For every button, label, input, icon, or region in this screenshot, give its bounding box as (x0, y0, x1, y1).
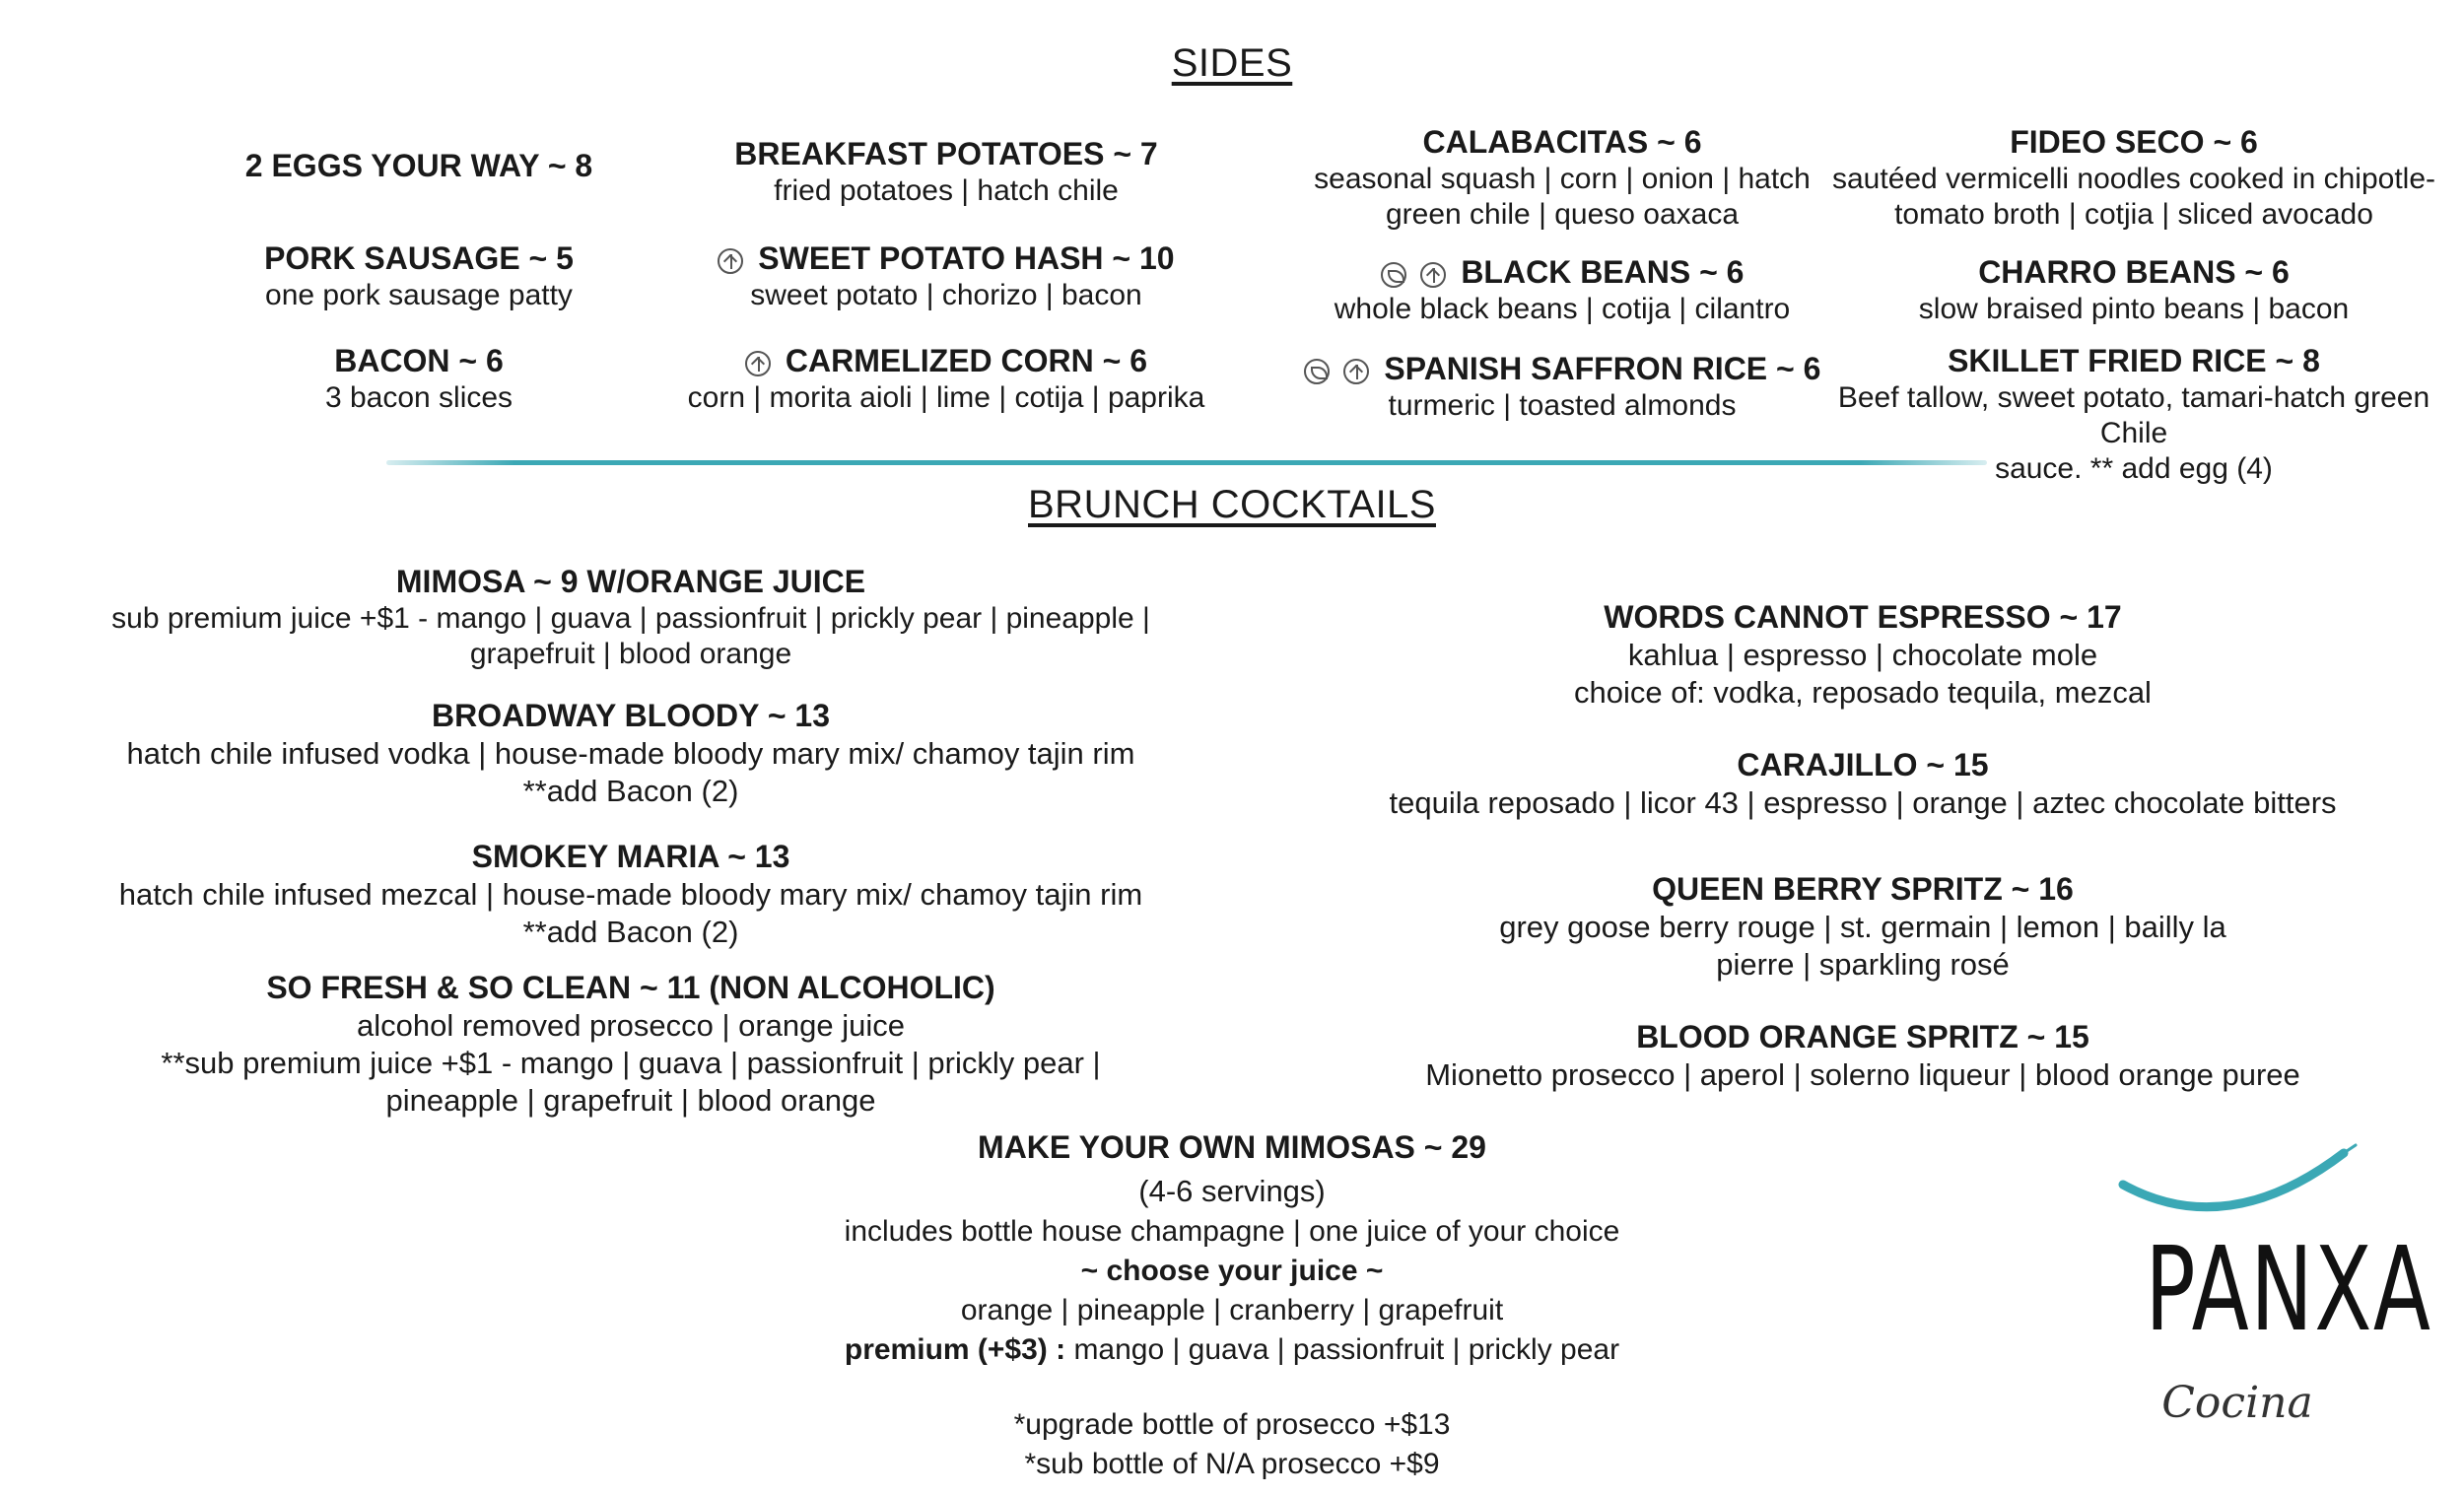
cocktail-desc: grey goose berry rouge | st. germain | lemon | bailly la (1499, 910, 2226, 944)
side-item-desc: fried potatoes | hatch chile (774, 174, 1119, 207)
cocktail-queen-berry-spritz (1321, 869, 2405, 984)
cocktail-desc: pineapple | grapefruit | blood orange (385, 1083, 876, 1118)
side-item-title: CARMELIZED CORN ~ 6 (785, 343, 1148, 378)
vegan-icon (1381, 262, 1406, 288)
side-item-black-beans (1291, 252, 1833, 327)
wheat-free-icon (745, 351, 771, 376)
logo-subtitle: Cocina (2161, 1378, 2313, 1428)
side-item-desc: seasonal squash | corn | onion | hatch (1314, 163, 1811, 195)
cocktail-smokey-maria (79, 837, 1183, 951)
side-item-fideo-seco (1814, 122, 2454, 233)
juice-options: orange | pineapple | cranberry | grapefruit (960, 1294, 1504, 1326)
side-item-pork-sausage (202, 238, 636, 313)
sides-heading: SIDES (1171, 41, 1293, 85)
side-item-desc: one pork sausage patty (265, 279, 573, 311)
cocktail-desc: choice of: vodka, reposado tequila, mezcal (1574, 675, 2152, 710)
side-item-breakfast-potatoes (680, 134, 1212, 209)
cocktail-desc: sub premium juice +$1 - mango | guava | passionfruit | prickly pear | pineapple | (111, 602, 1150, 635)
cocktail-desc: kahlua | espresso | chocolate mole (1627, 638, 2098, 672)
choose-juice-label: ~ choose your juice ~ (1080, 1255, 1384, 1287)
cocktail-title: BROADWAY BLOODY ~ 13 (432, 698, 830, 733)
cocktail-so-fresh-so-clean (79, 968, 1183, 1120)
side-item-desc: 3 bacon slices (324, 381, 513, 414)
side-item-title: BREAKFAST POTATOES ~ 7 (734, 136, 1158, 171)
side-item-desc: Beef tallow, sweet potato, tamari-hatch green Chile (1837, 381, 2430, 449)
cocktail-words-cannot-espresso (1321, 597, 2405, 712)
cocktail-desc: **add Bacon (2) (522, 915, 739, 949)
side-item-sweet-potato-hash (680, 238, 1212, 313)
cocktail-blood-orange-spritz (1321, 1017, 2405, 1094)
cocktail-carajillo (1321, 745, 2405, 822)
section-divider (386, 460, 1987, 465)
side-item-desc: turmeric | toasted almonds (1388, 389, 1737, 422)
side-item-title: SPANISH SAFFRON RICE ~ 6 (1384, 351, 1821, 386)
wheat-free-icon (1420, 262, 1446, 288)
side-item-charro-beans (1814, 252, 2454, 327)
wheat-free-icon (1343, 359, 1369, 384)
side-item-desc: sautéed vermicelli noodles cooked in chipotle- (1831, 163, 2435, 195)
cocktail-desc: hatch chile infused mezcal | house-made bloody mary mix/ chamoy tajin rim (118, 877, 1143, 912)
cocktail-mimosa (79, 562, 1183, 672)
side-item-title: 2 EGGS YOUR WAY ~ 8 (244, 148, 593, 183)
cocktail-title: WORDS CANNOT ESPRESSO ~ 17 (1604, 599, 2122, 635)
cocktail-desc: Mionetto prosecco | aperol | solerno liqueur | blood orange puree (1425, 1057, 2300, 1092)
cocktail-title: MIMOSA ~ 9 W/ORANGE JUICE (395, 564, 866, 599)
side-item-title: SWEET POTATO HASH ~ 10 (758, 240, 1175, 276)
cocktail-desc: grapefruit | blood orange (469, 638, 792, 670)
cocktail-desc: **sub premium juice +$1 - mango | guava | passionfruit | prickly pear | (161, 1046, 1101, 1080)
cocktail-title: QUEEN BERRY SPRITZ ~ 16 (1652, 871, 2074, 907)
side-item-bacon (202, 341, 636, 416)
servings-text: (4-6 servings) (1138, 1174, 1326, 1208)
side-item-desc: sweet potato | chorizo | bacon (750, 279, 1142, 311)
side-item-desc: green chile | queso oaxaca (1385, 198, 1740, 231)
side-item-desc: tomato broth | cotjia | sliced avocado (1894, 198, 2373, 231)
side-item-calabacitas (1291, 122, 1833, 233)
cocktail-desc: alcohol removed prosecco | orange juice (356, 1008, 906, 1043)
cocktail-title: CARAJILLO ~ 15 (1737, 747, 1989, 782)
side-item-title: CHARRO BEANS ~ 6 (1978, 254, 2290, 290)
side-item-title: PORK SAUSAGE ~ 5 (264, 240, 574, 276)
wheat-free-icon (718, 248, 743, 274)
side-item-title: FIDEO SECO ~ 6 (2010, 124, 2258, 160)
upgrade-note: *upgrade bottle of prosecco +$13 (1013, 1408, 1451, 1441)
cocktail-desc: **add Bacon (2) (522, 774, 739, 808)
side-item-carmelized-corn (680, 341, 1212, 416)
side-item-desc: sauce. ** add egg (4) (1995, 452, 2273, 485)
side-item-desc: whole black beans | cotija | cilantro (1334, 293, 1791, 325)
cocktail-title: SMOKEY MARIA ~ 13 (471, 839, 790, 874)
sub-note: *sub bottle of N/A prosecco +$9 (1024, 1448, 1440, 1480)
cocktail-desc: pierre | sparkling rosé (1716, 947, 2010, 982)
cocktail-desc: hatch chile infused vodka | house-made bloody mary mix/ chamoy tajin rim (126, 736, 1135, 771)
panxa-logo (2109, 1143, 2432, 1459)
side-item-desc: corn | morita aioli | lime | cotija | paprika (687, 381, 1205, 414)
cocktail-desc: tequila reposado | licor 43 | espresso | orange | aztec chocolate bitters (1389, 785, 2337, 820)
premium-juices: mango | guava | passionfruit | prickly pear (1065, 1333, 1620, 1366)
side-item-title: CALABACITAS ~ 6 (1422, 124, 1702, 160)
cocktail-title: BLOOD ORANGE SPRITZ ~ 15 (1636, 1019, 2089, 1054)
side-item-title: SKILLET FRIED RICE ~ 8 (1948, 343, 2320, 378)
side-item-title: BACON ~ 6 (334, 343, 504, 378)
logo-swoosh (2109, 1143, 2365, 1222)
premium-juice-options (739, 1330, 1725, 1370)
includes-text: includes bottle house champagne | one juice of your choice (844, 1215, 1620, 1248)
vegan-icon (1304, 359, 1330, 384)
premium-label: premium (+$3) : (844, 1333, 1066, 1366)
cocktails-heading: BRUNCH COCKTAILS (1028, 483, 1436, 526)
make-your-own-mimosas (739, 1127, 1725, 1484)
cocktail-title: MAKE YOUR OWN MIMOSAS ~ 29 (978, 1129, 1486, 1165)
side-item-desc: slow braised pinto beans | bacon (1918, 293, 2350, 325)
cocktail-title: SO FRESH & SO CLEAN ~ 11 (NON ALCOHOLIC) (266, 970, 995, 1005)
logo-name: PANXA (2145, 1221, 2432, 1357)
cocktail-broadway-bloody (79, 696, 1183, 810)
side-item-title: BLACK BEANS ~ 6 (1461, 254, 1745, 290)
side-item-eggs (202, 146, 636, 185)
side-item-spanish-saffron-rice (1271, 349, 1853, 424)
